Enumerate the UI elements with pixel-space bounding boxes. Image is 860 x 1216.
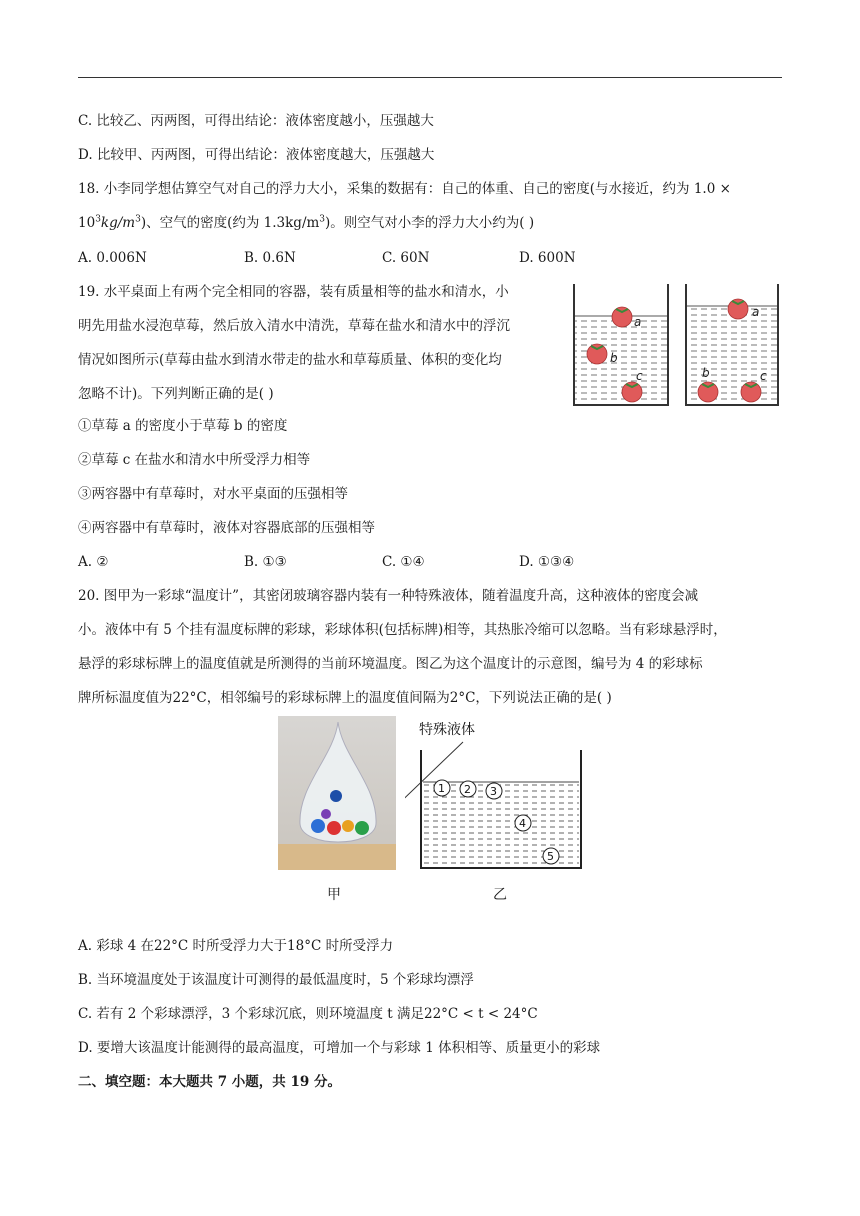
strawberry-b-salt [587, 344, 607, 364]
q18-option-d: D. 600N [519, 250, 576, 266]
q18-option-b: B. 0.6N [244, 250, 296, 266]
label-a-salt: a [634, 315, 642, 329]
strawberry-a-clean [728, 299, 748, 319]
q18-stem-line2: $10^3kg/m^3$)、空气的密度(约为 $1.3kg/m^3$)。则空气对小李的浮力大小约为( ) [78, 214, 535, 231]
q20-photo-jia [278, 716, 396, 870]
label-c-clean: c [760, 369, 767, 383]
q19-stem-line4: 忽略不计)。下列判断正确的是( ) [78, 386, 274, 402]
q19-option-b: B. ①③ [244, 554, 287, 570]
label-b-clean: b [702, 366, 710, 380]
q20-stem-line1: 20. 图甲为一彩球“温度计”，其密闭玻璃容器内装有一种特殊液体，随着温度升高，这种液体的密度会减 [78, 588, 699, 604]
strawberry-b-clean [698, 382, 718, 402]
q19-stem-line1: 19. 水平桌面上有两个完全相同的容器，装有质量相等的盐水和清水，小 [78, 284, 509, 300]
q19-option-c: C. ①④ [382, 554, 425, 570]
q19-statement-1: ①草莓 a 的密度小于草莓 b 的密度 [78, 418, 288, 434]
q18-option-a: A. 0.006N [78, 250, 147, 266]
strawberry-a-salt [612, 307, 632, 327]
q19-strawberry-figure [570, 282, 782, 410]
q19-statement-3: ③两容器中有草莓时，对水平桌面的压强相等 [78, 486, 348, 502]
special-liquid-label: 特殊液体 [419, 722, 475, 738]
q20-stem-line3: 悬浮的彩球标牌上的温度值就是所测得的当前环境温度。图乙为这个温度计的示意图，编号为 4 的彩球标 [78, 656, 703, 672]
ball-2-number: 2 [464, 783, 471, 796]
header-rule [78, 77, 782, 78]
label-a-clean: a [752, 305, 760, 319]
q19-statement-2: ②草莓 c 在盐水和清水中所受浮力相等 [78, 452, 311, 468]
label-c-salt: c [636, 369, 643, 383]
q20-stem-line4: 牌所标温度值为22°C，相邻编号的彩球标牌上的温度值间隔为2°C，下列说法正确的是( ) [78, 690, 612, 706]
q19-option-d: D. ①③④ [519, 554, 575, 570]
ball-4-number: 4 [519, 817, 526, 830]
label-b-salt: b [610, 351, 618, 365]
q19-option-a: A. ② [78, 554, 109, 570]
strawberry-c-clean [741, 382, 761, 402]
q18-stem-line1: 18. 小李同学想估算空气对自己的浮力大小，采集的数据有：自己的体重、自己的密度(与水接近，约为 1.0 × [78, 181, 731, 197]
ball-3-number: 3 [490, 785, 497, 798]
q20-option-a: A. 彩球 4 在22°C 时所受浮力大于18°C 时所受浮力 [78, 938, 394, 954]
strawberry-c-salt [622, 382, 642, 402]
q20-stem-line2: 小。液体中有 5 个挂有温度标牌的彩球，彩球体积(包括标牌)相等，其热胀冷缩可以忽略。当有彩球悬浮时， [78, 622, 727, 638]
salt-water-container [574, 284, 668, 405]
q19-statement-4: ④两容器中有草莓时，液体对容器底部的压强相等 [78, 520, 375, 536]
q17-option-d: D. 比较甲、丙两图，可得出结论：液体密度越大，压强越大 [78, 147, 435, 163]
q19-stem-line2: 明先用盐水浸泡草莓，然后放入清水中清洗，草莓在盐水和清水中的浮沉 [78, 318, 510, 334]
q17-option-c: C. 比较乙、丙两图，可得出结论：液体密度越小，压强越大 [78, 113, 434, 129]
q20-option-d: D. 要增大该温度计能测得的最高温度，可增加一个与彩球 1 体积相等、质量更小的彩球 [78, 1040, 601, 1056]
section-2-title: 二、填空题：本大题共 7 小题，共 19 分。 [78, 1074, 341, 1090]
q18-option-c: C. 60N [382, 250, 430, 266]
fig-label-yi: 乙 [493, 887, 507, 903]
q20-option-b: B. 当环境温度处于该温度计可测得的最低温度时，5 个彩球均漂浮 [78, 972, 474, 988]
q20-diagram-yi [405, 716, 585, 874]
q20-option-c: C. 若有 2 个彩球漂浮，3 个彩球沉底，则环境温度 t 满足22°C < t < 24°C [78, 1006, 538, 1022]
q19-stem-line3: 情况如图所示(草莓由盐水到清水带走的盐水和草莓质量、体积的变化均 [78, 352, 502, 368]
ball-5-number: 5 [547, 850, 554, 863]
ball-1-number: 1 [438, 782, 445, 795]
fig-label-jia: 甲 [327, 887, 341, 903]
